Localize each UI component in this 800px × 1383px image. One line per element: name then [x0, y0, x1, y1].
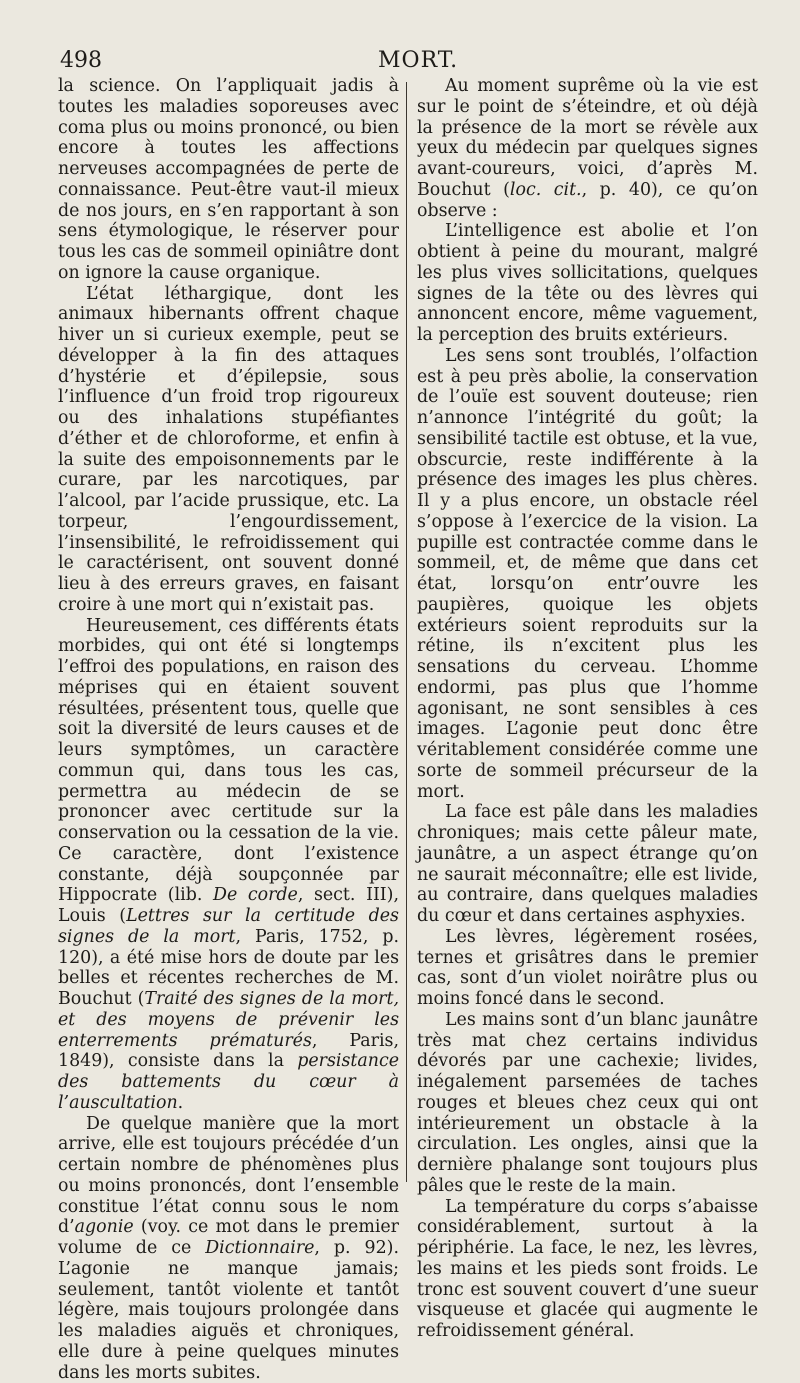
citation-italic: Dictionnaire [205, 1238, 314, 1258]
paragraph: Les lèvres, légèrement rosées, ternes et grisâtres dans le premier cas, sont d’un violet noirâtre plus ou moins foncé dans le second. [417, 927, 758, 1010]
text-run: , Paris, 1849), consiste dans la [58, 1031, 399, 1072]
paragraph: La température du corps s’abaisse considérablement, surtout à la périphérie. La face, le nez, les lèvres, les mains et les pieds sont froids. Le tronc est souvent couvert d’une sueur visqueuse et glacée qui augmente le refroidissement général. [417, 1197, 758, 1342]
text-run: . [178, 1093, 184, 1113]
text-run: Heureusement, ces différents états morbides, qui ont été si longtemps l’effroi des populations, en raison des méprises qui en étaient souvent résultées, présentent tous, quelle que soit la diversité de leurs causes et de leurs symptômes, un caractère commun qui, dans tous les cas, permettra au médecin de se prononcer avec certitude sur la conservation ou la cessation de la vie. Ce caractère, dont l’existence constante, déjà soupçonnée par Hippocrate (lib. [58, 616, 399, 906]
citation-italic: loc. cit. [510, 180, 582, 200]
paragraph: L’état léthargique, dont les animaux hibernants offrent chaque hiver un si curieux exemple, peut se développer à la fin des attaques d’hystérie et d’épilepsie, sous l’influence d’un froid trop rigoureux ou des inhalations stupéfiantes d’éther et de chloroforme, et enfin à la suite des empoisonnements par le curare, par les narcotiques, par l’alcool, par l’acide prussique, etc. La torpeur, l’engourdissement, l’insensibilité, le refroidissement qui le caractérisent, ont souvent donné lieu à des erreurs graves, en faisant croire à une mort qui n’existait pas. [58, 284, 399, 616]
term-italic: agonie [75, 1217, 134, 1237]
text-run: (voy. ce mot dans le premier volume de ce [58, 1217, 399, 1258]
paragraph: La face est pâle dans les maladies chroniques; mais cette pâleur mate, jaunâtre, a un aspect étrange qu’on ne saurait méconnaître; elle est livide, au contraire, dans quelques maladies du cœur et dans certaines asphyxies. [417, 802, 758, 927]
paragraph: la science. On l’appliquait jadis à toutes les maladies soporeuses avec coma plus ou moins prononcé, ou bien encore à toutes les affections nerveuses accompagnées de perte de connaissance. Peut-être vaut-il mieux de nos jours, en s’en rapportant à son sens étymologique, le réserver pour tous les cas de sommeil opiniâtre dont on ignore la cause organique. [58, 76, 399, 284]
left-column [58, 76, 399, 1383]
running-title: MORT. [378, 48, 458, 73]
paragraph [417, 76, 758, 221]
paragraph [58, 1114, 399, 1383]
text-run: De quelque manière que la mort arrive, elle est toujours précédée d’un certain nombre de phénomènes plus ou moins prononcés, dont l’ensemble constitue l’état connu sous le nom d’ [58, 1114, 399, 1238]
paragraph: Les mains sont d’un blanc jaunâtre très mat chez certains individus dévorés par une cachexie; livides, inégalement parsemées de taches rouges et bleues chez ceux qui ont intérieurement un obstacle à la circulation. Les ongles, ainsi que la dernière phalange sont toujours plus pâles que le reste de la main. [417, 1010, 758, 1197]
right-column [417, 76, 758, 1342]
emphasis-italic: persistance des battements du cœur à l’auscultation [58, 1051, 399, 1113]
text-run: , p. 40), ce qu’on observe : [417, 180, 758, 221]
citation-italic: Traité des signes de la mort, et des moyens de prévenir les enterrements prématurés [58, 989, 399, 1051]
text-run: , Paris, 1752, p. 120), a été mise hors de doute par les belles et récentes recherches de M. Bouchut ( [58, 927, 399, 1009]
text-run: , sect. III), Louis ( [58, 885, 399, 926]
text-run: Au moment suprême où la vie est sur le point de s’éteindre, et où déjà la présence de la mort se révèle aux yeux du médecin par quelques signes avant-coureurs, voici, d’après M. Bouchut ( [417, 76, 758, 200]
paragraph: L’intelligence est abolie et l’on obtient à peine du mourant, malgré les plus vives sollicitations, quelques signes de la tête ou des lèvres qui annoncent encore, même vaguement, la perception des bruits extérieurs. [417, 221, 758, 346]
citation-italic: Lettres sur la certitude des signes de la mort [58, 906, 399, 947]
citation-italic: De corde [213, 885, 298, 905]
paragraph: Les sens sont troublés, l’olfaction est à peu près abolie, la conservation de l’ouïe est souvent douteuse; rien n’annonce l’intégrité du goût; la sensibilité tactile est obtuse, et la vue, obscurcie, reste indifférente à la présence des images les plus chères. Il y a plus encore, un obstacle réel s’oppose à l’exercice de la vision. La pupille est contractée comme dans le sommeil, et, de même que dans cet état, lorsqu’on entr’ouvre les paupières, quoique les objets extérieurs soient reproduits sur la rétine, ils n’excitent plus les sensations du cerveau. L’homme endormi, pas plus que l’homme agonisant, ne sont sensibles à ces images. L’agonie peut donc être véritablement considérée comme une sorte de sommeil précurseur de la mort. [417, 346, 758, 803]
paragraph [58, 616, 399, 1114]
text-run: , p. 92). L’agonie ne manque jamais; seulement, tantôt violente et tantôt légère, mais toujours prolongée dans les maladies aiguës et chroniques, elle dure à peine quelques minutes dans les morts subites. [58, 1238, 399, 1383]
page-header [60, 48, 740, 76]
page-number: 498 [60, 48, 102, 73]
column-divider [406, 82, 407, 1182]
